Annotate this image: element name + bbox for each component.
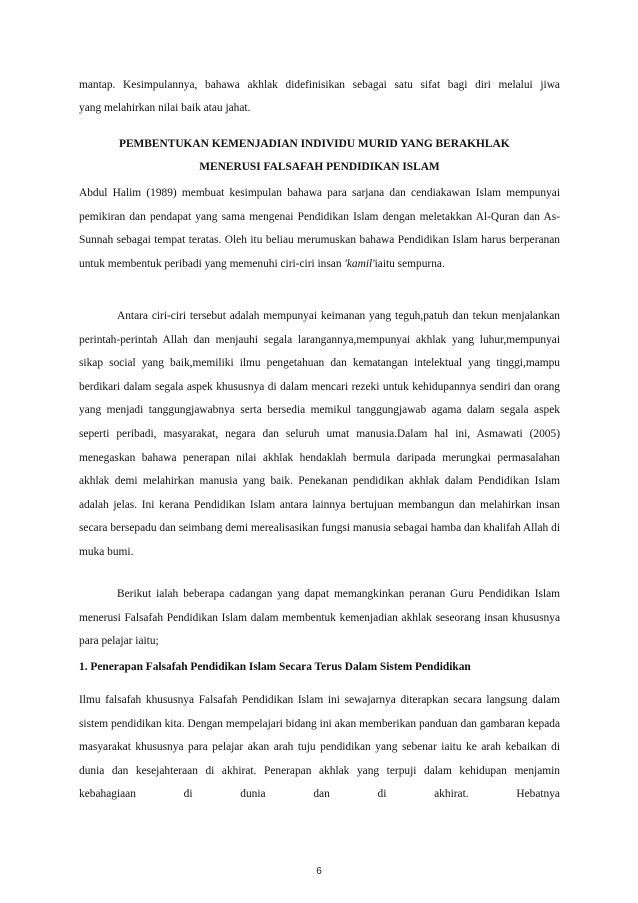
paragraph-ilmu-falsafah: Ilmu falsafah khususnya Falsafah Pendidikan Islam ini sewajarnya diterapkan secara langsung dalam sistem pendidikan kita. Dengan mempelajari bidang ini akan memberikan panduan dan gambaran kepada masyarakat khususnya para pelajar akan arah tuju pendidikan yang sebenar iaitu ke arah kebaikan di dunia dan kesejahteraan di akhirat. Penerapan akhlak yang terpuji dalam kehidupan menjamin kebahagiaan di dunia dan di akhirat. Hebatnya [79,694,560,801]
page-number: 6 [316,866,322,877]
section-heading-line-1: PEMBENTUKAN KEMENJADIAN INDIVIDU MURID YANG BERAKHLAK [119,138,510,150]
paragraph-abdul-halim-text: Abdul Halim (1989) membuat kesimpulan bahawa para sarjana dan cendiakawan Islam mempunyai pemikiran dan pendapat yang sama mengenai Pendidikan Islam dengan meletakkan Al-Quran dan As-Sunnah sebagai tempat teratas. Oleh itu beliau merumuskan bahawa Pendidikan Islam harus berperanan untuk membentuk peribadi yang memenuhi ciri-ciri insan [79,187,560,270]
kamil-term: 'kamil' [344,257,375,270]
subheading-penerapan: 1. Penerapan Falsafah Pendidikan Islam Secara Terus Dalam Sistem Pendidikan [79,661,471,673]
paragraph-abdul-halim [79,182,560,276]
intro-line-1: mantap. Kesimpulannya, bahawa akhlak didefinisikan sebagai satu sifat bagi diri melalui jiwa [79,79,560,91]
intro-line-2: yang melahirkan nilai baik atau jahat. [79,102,251,114]
paragraph-abdul-halim-end: iaitu sempurna. [374,257,445,270]
section-heading-line-2: MENERUSI FALSAFAH PENDIDIKAN ISLAM [199,161,440,173]
paragraph-ciri-ciri: Antara ciri-ciri tersebut adalah mempunyai keimanan yang teguh,patuh dan tekun menjalankan perintah-perintah Allah dan menjauhi segala larangannya,mempunyai akhlak yang luhur,mempunyai sikap social yang baik,memiliki ilmu pengetahuan dan kematangan intelektual yang tinggi,mampu berdikari dalam segala aspek khususnya di dalam mencari rezeki untuk kehidupannya sendiri dan orang yang menjadi tanggungjawabnya serta bersedia memikul tanggungjawab agama dalam segala aspek seperti peribadi, masyarakat, negara dan seluruh umat manusia.Dalam hal ini, Asmawati (2005) menegaskan bahawa penerapan nilai akhlak hendaklah bermula daripada merungkai permasalahan akhlak demi melahirkan manusia yang baik. Penekanan pendidikan akhlak dalam Pendidikan Islam adalah jelas. Ini kerana Pendidikan Islam antara lainnya bertujuan membangun dan melahirkan insan secara bersepadu dan seimbang demi merealisasikan fungsi manusia sebagai hamba dan khalifah Allah di muka bumi. [79,310,560,558]
paragraph-cadangan: Berikut ialah beberapa cadangan yang dapat memangkinkan peranan Guru Pendidikan Islam menerusi Falsafah Pendidikan Islam dalam membentuk kemenjadian akhlak seseorang insan khususnya para pelajar iaitu; [79,588,560,648]
